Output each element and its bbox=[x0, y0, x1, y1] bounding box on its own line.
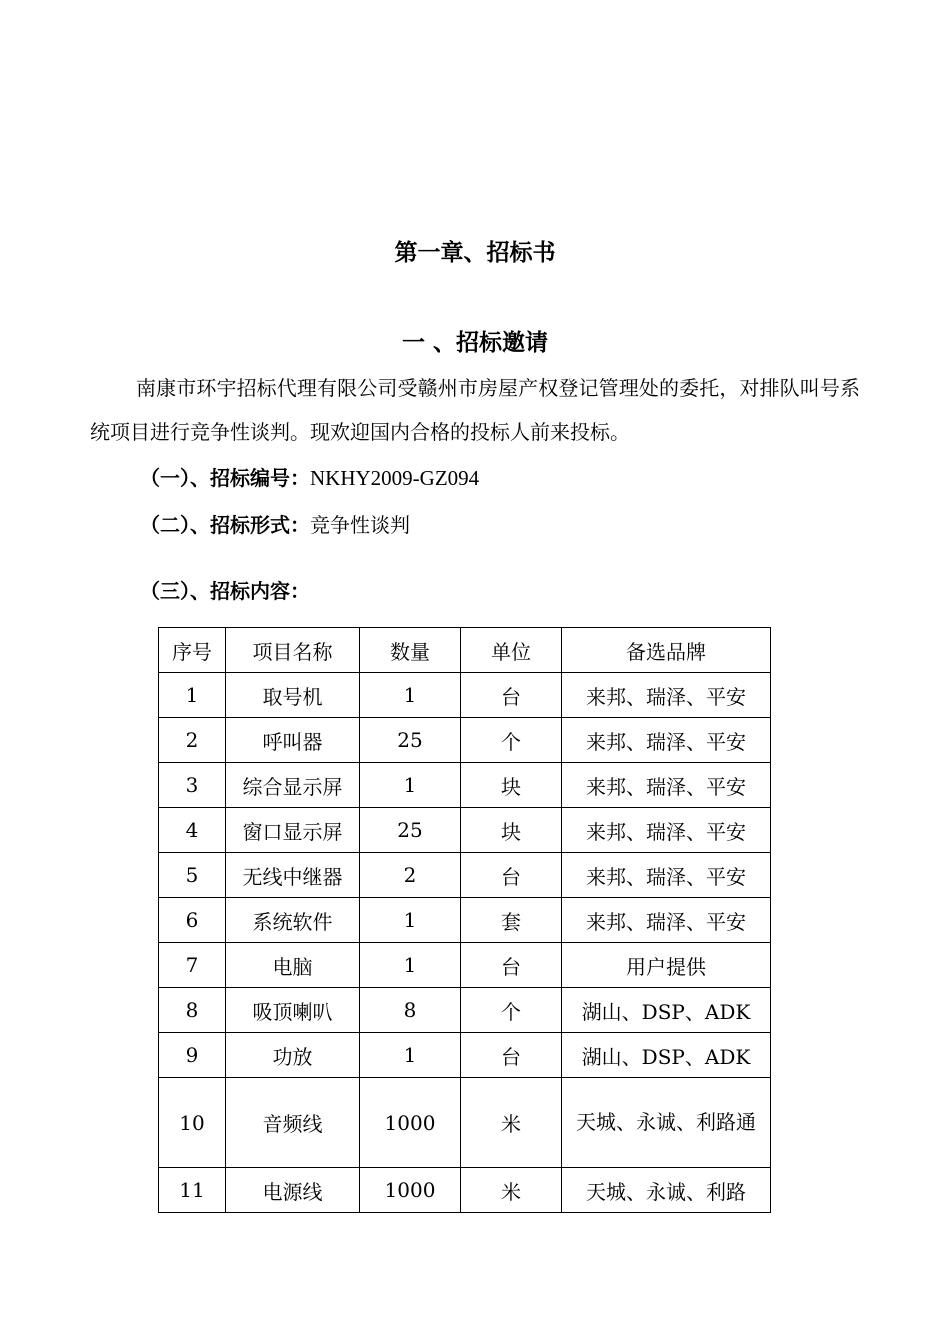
field-bid-content bbox=[140, 575, 310, 604]
cell-brand: 来邦、瑞泽、平安 bbox=[562, 718, 771, 763]
cell-name: 窗口显示屏 bbox=[226, 808, 360, 853]
table-row bbox=[159, 1033, 771, 1078]
cell-index: 4 bbox=[159, 808, 226, 853]
cell-unit: 个 bbox=[461, 988, 562, 1033]
cell-brand: 来邦、瑞泽、平安 bbox=[562, 673, 771, 718]
cell-qty: 2 bbox=[360, 853, 461, 898]
cell-qty: 1 bbox=[360, 898, 461, 943]
cell-index: 7 bbox=[159, 943, 226, 988]
table-row bbox=[159, 718, 771, 763]
table-row bbox=[159, 763, 771, 808]
cell-unit: 米 bbox=[461, 1168, 562, 1213]
field-value: 竞争性谈判 bbox=[310, 513, 410, 537]
cell-index: 8 bbox=[159, 988, 226, 1033]
cell-qty: 1 bbox=[360, 763, 461, 808]
cell-qty: 1000 bbox=[360, 1168, 461, 1213]
header-cell: 备选品牌 bbox=[562, 628, 771, 673]
field-bid-form bbox=[140, 509, 410, 538]
cell-brand: 湖山、DSP、ADK bbox=[562, 1033, 771, 1078]
cell-brand: 来邦、瑞泽、平安 bbox=[562, 853, 771, 898]
header-cell: 单位 bbox=[461, 628, 562, 673]
cell-unit: 个 bbox=[461, 718, 562, 763]
cell-unit: 块 bbox=[461, 763, 562, 808]
cell-name: 无线中继器 bbox=[226, 853, 360, 898]
cell-index: 5 bbox=[159, 853, 226, 898]
field-bid-number bbox=[140, 462, 479, 491]
table-header-row bbox=[159, 628, 771, 673]
cell-unit: 台 bbox=[461, 1033, 562, 1078]
cell-index: 9 bbox=[159, 1033, 226, 1078]
table-row bbox=[159, 943, 771, 988]
header-cell: 数量 bbox=[360, 628, 461, 673]
cell-brand: 湖山、DSP、ADK bbox=[562, 988, 771, 1033]
field-label: （二）、招标形式： bbox=[140, 513, 310, 537]
cell-name: 综合显示屏 bbox=[226, 763, 360, 808]
cell-name: 呼叫器 bbox=[226, 718, 360, 763]
table-row bbox=[159, 988, 771, 1033]
table-row bbox=[159, 898, 771, 943]
cell-qty: 1000 bbox=[360, 1078, 461, 1168]
section-title: 一 、招标邀请 bbox=[401, 330, 548, 356]
cell-qty: 8 bbox=[360, 988, 461, 1033]
cell-brand: 用户提供 bbox=[562, 943, 771, 988]
cell-qty: 1 bbox=[360, 1033, 461, 1078]
cell-index: 1 bbox=[159, 673, 226, 718]
intro-paragraph: 南康市环宇招标代理有限公司受赣州市房屋产权登记管理处的委托，对排队叫号系统项目进行竞争性谈判。现欢迎国内合格的投标人前来投标。 bbox=[90, 376, 860, 444]
table-row bbox=[159, 1078, 771, 1168]
cell-name: 取号机 bbox=[226, 673, 360, 718]
cell-index: 11 bbox=[159, 1168, 226, 1213]
cell-unit: 米 bbox=[461, 1078, 562, 1168]
cell-brand: 天城、永诚、利路通 bbox=[562, 1078, 771, 1168]
cell-qty: 1 bbox=[360, 943, 461, 988]
cell-index: 6 bbox=[159, 898, 226, 943]
table-row bbox=[159, 1168, 771, 1213]
field-value: NKHY2009-GZ094 bbox=[310, 466, 480, 490]
cell-unit: 台 bbox=[461, 943, 562, 988]
cell-qty: 25 bbox=[360, 718, 461, 763]
cell-unit: 台 bbox=[461, 853, 562, 898]
cell-unit: 套 bbox=[461, 898, 562, 943]
cell-name: 音频线 bbox=[226, 1078, 360, 1168]
cell-qty: 1 bbox=[360, 673, 461, 718]
cell-name: 系统软件 bbox=[226, 898, 360, 943]
cell-unit: 台 bbox=[461, 673, 562, 718]
cell-brand: 来邦、瑞泽、平安 bbox=[562, 808, 771, 853]
chapter-title: 第一章、招标书 bbox=[394, 240, 556, 266]
cell-brand: 来邦、瑞泽、平安 bbox=[562, 898, 771, 943]
cell-name: 吸顶喇叭 bbox=[226, 988, 360, 1033]
field-label: （一）、招标编号： bbox=[140, 466, 310, 490]
cell-name: 电源线 bbox=[226, 1168, 360, 1213]
cell-index: 2 bbox=[159, 718, 226, 763]
cell-index: 10 bbox=[159, 1078, 226, 1168]
cell-name: 电脑 bbox=[226, 943, 360, 988]
field-label: （三）、招标内容： bbox=[140, 579, 310, 603]
cell-brand: 来邦、瑞泽、平安 bbox=[562, 763, 771, 808]
cell-unit: 块 bbox=[461, 808, 562, 853]
table-row bbox=[159, 808, 771, 853]
cell-brand: 天城、永诚、利路 bbox=[562, 1168, 771, 1213]
table-row bbox=[159, 673, 771, 718]
cell-index: 3 bbox=[159, 763, 226, 808]
cell-name: 功放 bbox=[226, 1033, 360, 1078]
header-cell: 序号 bbox=[159, 628, 226, 673]
table-row bbox=[159, 853, 771, 898]
header-cell: 项目名称 bbox=[226, 628, 360, 673]
cell-qty: 25 bbox=[360, 808, 461, 853]
items-table bbox=[158, 627, 771, 1213]
